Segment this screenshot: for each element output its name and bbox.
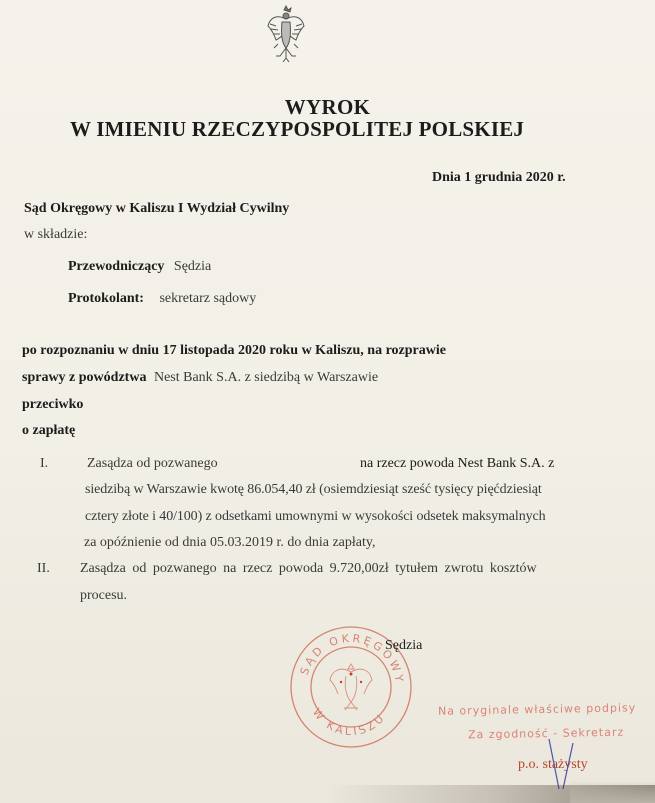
certification-stamp-line1: Na oryginale właściwe podpisy bbox=[437, 701, 637, 718]
point-text-line: siedzibą w Warszawie kwotę 86.054,40 zł (osiemdziesiąt sześć tysięcy pięćdziesiąt bbox=[85, 482, 542, 497]
case-label: sprawy z powództwa bbox=[22, 370, 147, 385]
point-text-line: Zasądza od pozwanego bbox=[87, 456, 218, 471]
svg-text:W KALISZU: W KALISZU bbox=[309, 705, 389, 739]
judgment-date: Dnia 1 grudnia 2020 r. bbox=[432, 170, 566, 185]
hearing-line: po rozpoznaniu w dniu 17 listopada 2020 roku w Kaliszu, na rozprawie bbox=[22, 343, 446, 358]
composition-label: w składzie: bbox=[24, 227, 88, 242]
case-row bbox=[22, 370, 378, 386]
polish-eagle-emblem bbox=[266, 4, 306, 68]
clerk-value: sekretarz sądowy bbox=[159, 291, 257, 306]
court-name: Sąd Okręgowy w Kaliszu I Wydział Cywilny bbox=[24, 201, 290, 216]
document-subtitle: W IMIENIU RZECZYPOSPOLITEJ POLSKIEJ bbox=[70, 117, 525, 141]
certification-stamp-line2: Za zgodność - Sekretarz bbox=[467, 725, 625, 742]
point-text-line: procesu. bbox=[80, 588, 128, 603]
presiding-value: Sędzia bbox=[173, 259, 212, 274]
point-text-line: cztery złote i 40/100) z odsetkami umownymi w wysokości odsetek maksymalnych bbox=[85, 509, 546, 524]
certification-stamp-line3: p.o. stażysty bbox=[518, 757, 588, 772]
point-number: I. bbox=[40, 456, 49, 471]
page-edge-shadow bbox=[570, 781, 655, 803]
judge-signature-label: Sędzia bbox=[385, 638, 423, 653]
photo-shadow bbox=[0, 785, 655, 803]
point-text-line: za opóźnienie od dnia 05.03.2019 r. do dnia zapłaty, bbox=[84, 535, 376, 550]
document-title: WYROK bbox=[284, 95, 371, 119]
subject-label: o zapłatę bbox=[22, 423, 76, 438]
svg-text:SĄD OKRĘGOWY: SĄD OKRĘGOWY bbox=[297, 631, 407, 686]
clerk-label: Protokolant: bbox=[68, 291, 144, 306]
point-text-line: na rzecz powoda Nest Bank S.A. z bbox=[360, 456, 555, 471]
point-text-line: Zasądza od pozwanego na rzecz powoda 9.720,00zł tytułem zwrotu kosztów bbox=[80, 561, 537, 576]
case-value: Nest Bank S.A. z siedzibą w Warszawie bbox=[153, 370, 379, 385]
presiding-row bbox=[68, 259, 211, 275]
against-label: przeciwko bbox=[22, 397, 84, 412]
presiding-label: Przewodniczący bbox=[68, 259, 165, 274]
point-number: II. bbox=[37, 561, 50, 576]
clerk-row bbox=[68, 291, 256, 307]
